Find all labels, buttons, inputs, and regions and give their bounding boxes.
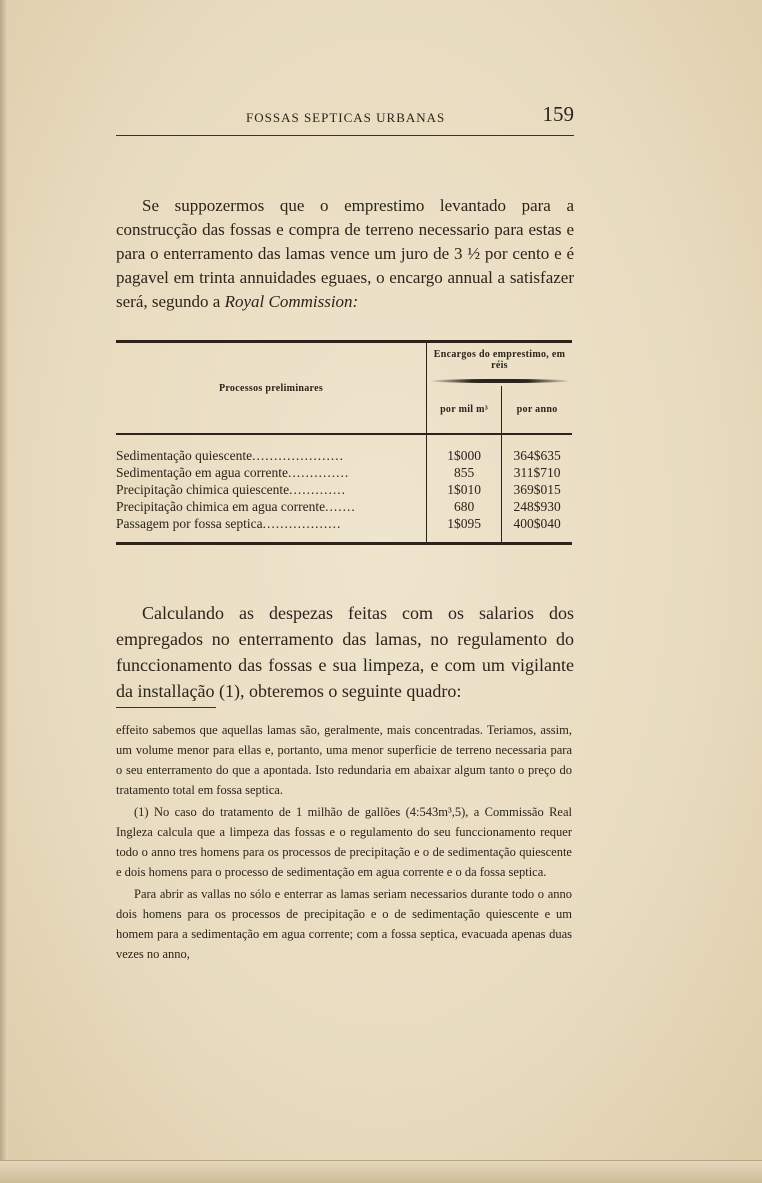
running-title: FOSSAS SEPTICAS URBANAS	[246, 110, 446, 125]
leader-dots: .......	[325, 498, 356, 514]
footnote-1-continued: Para abrir as vallas no sólo e enterrar as lamas seriam necessarios durante todo o anno dois homens para os processos de precipitação e o de sedimentação quiescente e um homem para a sedimentação em agua corrente; com a fossa septica, evacuada apenas duas vezes no anno,	[116, 887, 572, 961]
royal-commission-ref: Royal Commission:	[224, 292, 359, 311]
page-gutter-shadow	[0, 0, 8, 1182]
column-header-per-year: por anno	[502, 386, 572, 434]
cell-per-year: 364$635	[513, 447, 561, 463]
cell-per-year: 369$015	[513, 481, 561, 497]
table-row	[116, 434, 572, 464]
intro-paragraph	[116, 194, 574, 314]
salaries-paragraph: Calculando as despezas feitas com os salarios dos empregados no enterramento das lamas, no regulamento do funccionamento das fossas e sua limpeza, e com um vigilante da installação (1), obteremos o seguinte quadro:	[116, 603, 574, 701]
page-number: 159	[542, 102, 574, 126]
leader-dots: ..................	[262, 515, 342, 531]
page-bottom-edge	[0, 1160, 762, 1183]
header-rule	[116, 135, 574, 136]
footnotes	[116, 720, 572, 966]
table-row	[116, 481, 572, 498]
leader-dots: .............	[289, 481, 347, 497]
cell-per-year: 311$710	[513, 464, 561, 480]
cell-per-m3: 855	[427, 464, 502, 481]
leader-dots: ..............	[288, 464, 350, 480]
table-row	[116, 464, 572, 481]
cell-per-m3: 1$000	[427, 434, 502, 464]
intro-text: Se suppozermos que o emprestimo levantado para a construcção das fossas e compra de terreno necessario para estas e para o enterramento das lamas vence um juro de 3 ½ por cento e é pagavel em trinta annuidades eguaes, o encargo annual a satisfazer será, segundo a	[116, 196, 574, 311]
row-label: Precipitação chimica quiescente	[116, 481, 290, 497]
footnote-continued: effeito sabemos que aquellas lamas são, geralmente, mais concentradas. Teriamos, assim, um volume menor para ellas e, portanto, uma menor superficie de terreno necessaria para o seu enterramento do que a apontada. Isto redundaria em abaixar algum tanto o preço do tratamento total em fossa septica.	[116, 723, 572, 797]
cell-per-year: 400$040	[513, 515, 561, 531]
swell-rule	[429, 379, 571, 383]
row-label: Sedimentação em agua corrente	[116, 464, 289, 480]
table-row	[116, 498, 572, 515]
row-label: Sedimentação quiescente	[116, 447, 253, 463]
row-label: Precipitação chimica em agua corrente	[116, 498, 326, 514]
table-row	[116, 515, 572, 544]
page-header	[116, 102, 574, 132]
column-header-per-m3: por mil m³	[427, 386, 502, 434]
cell-per-m3: 680	[427, 498, 502, 515]
cell-per-year: 248$930	[513, 498, 561, 514]
loan-costs-table	[116, 340, 572, 545]
cell-per-m3: 1$095	[427, 515, 502, 544]
footnote-rule	[116, 707, 216, 708]
column-group-header	[427, 342, 573, 387]
column-header-processes: Processos preliminares	[116, 342, 427, 435]
cell-per-m3: 1$010	[427, 481, 502, 498]
row-label: Passagem por fossa septica	[116, 515, 263, 531]
leader-dots: .....................	[252, 447, 344, 463]
group-header-text: Encargos do emprestimo, em réis	[433, 349, 566, 371]
footnote-1: (1) No caso do tratamento de 1 milhão de gallões (4:543m³,5), a Commissão Real Ingleza calcula que a limpeza das fossas e o regulamento do seu funccionamento requer todo o anno tres homens para os processos de precipitação e o de sedimentação quiescente e dois homens para o processo de sedimentação em agua corrente e o da fossa septica.	[116, 805, 572, 879]
